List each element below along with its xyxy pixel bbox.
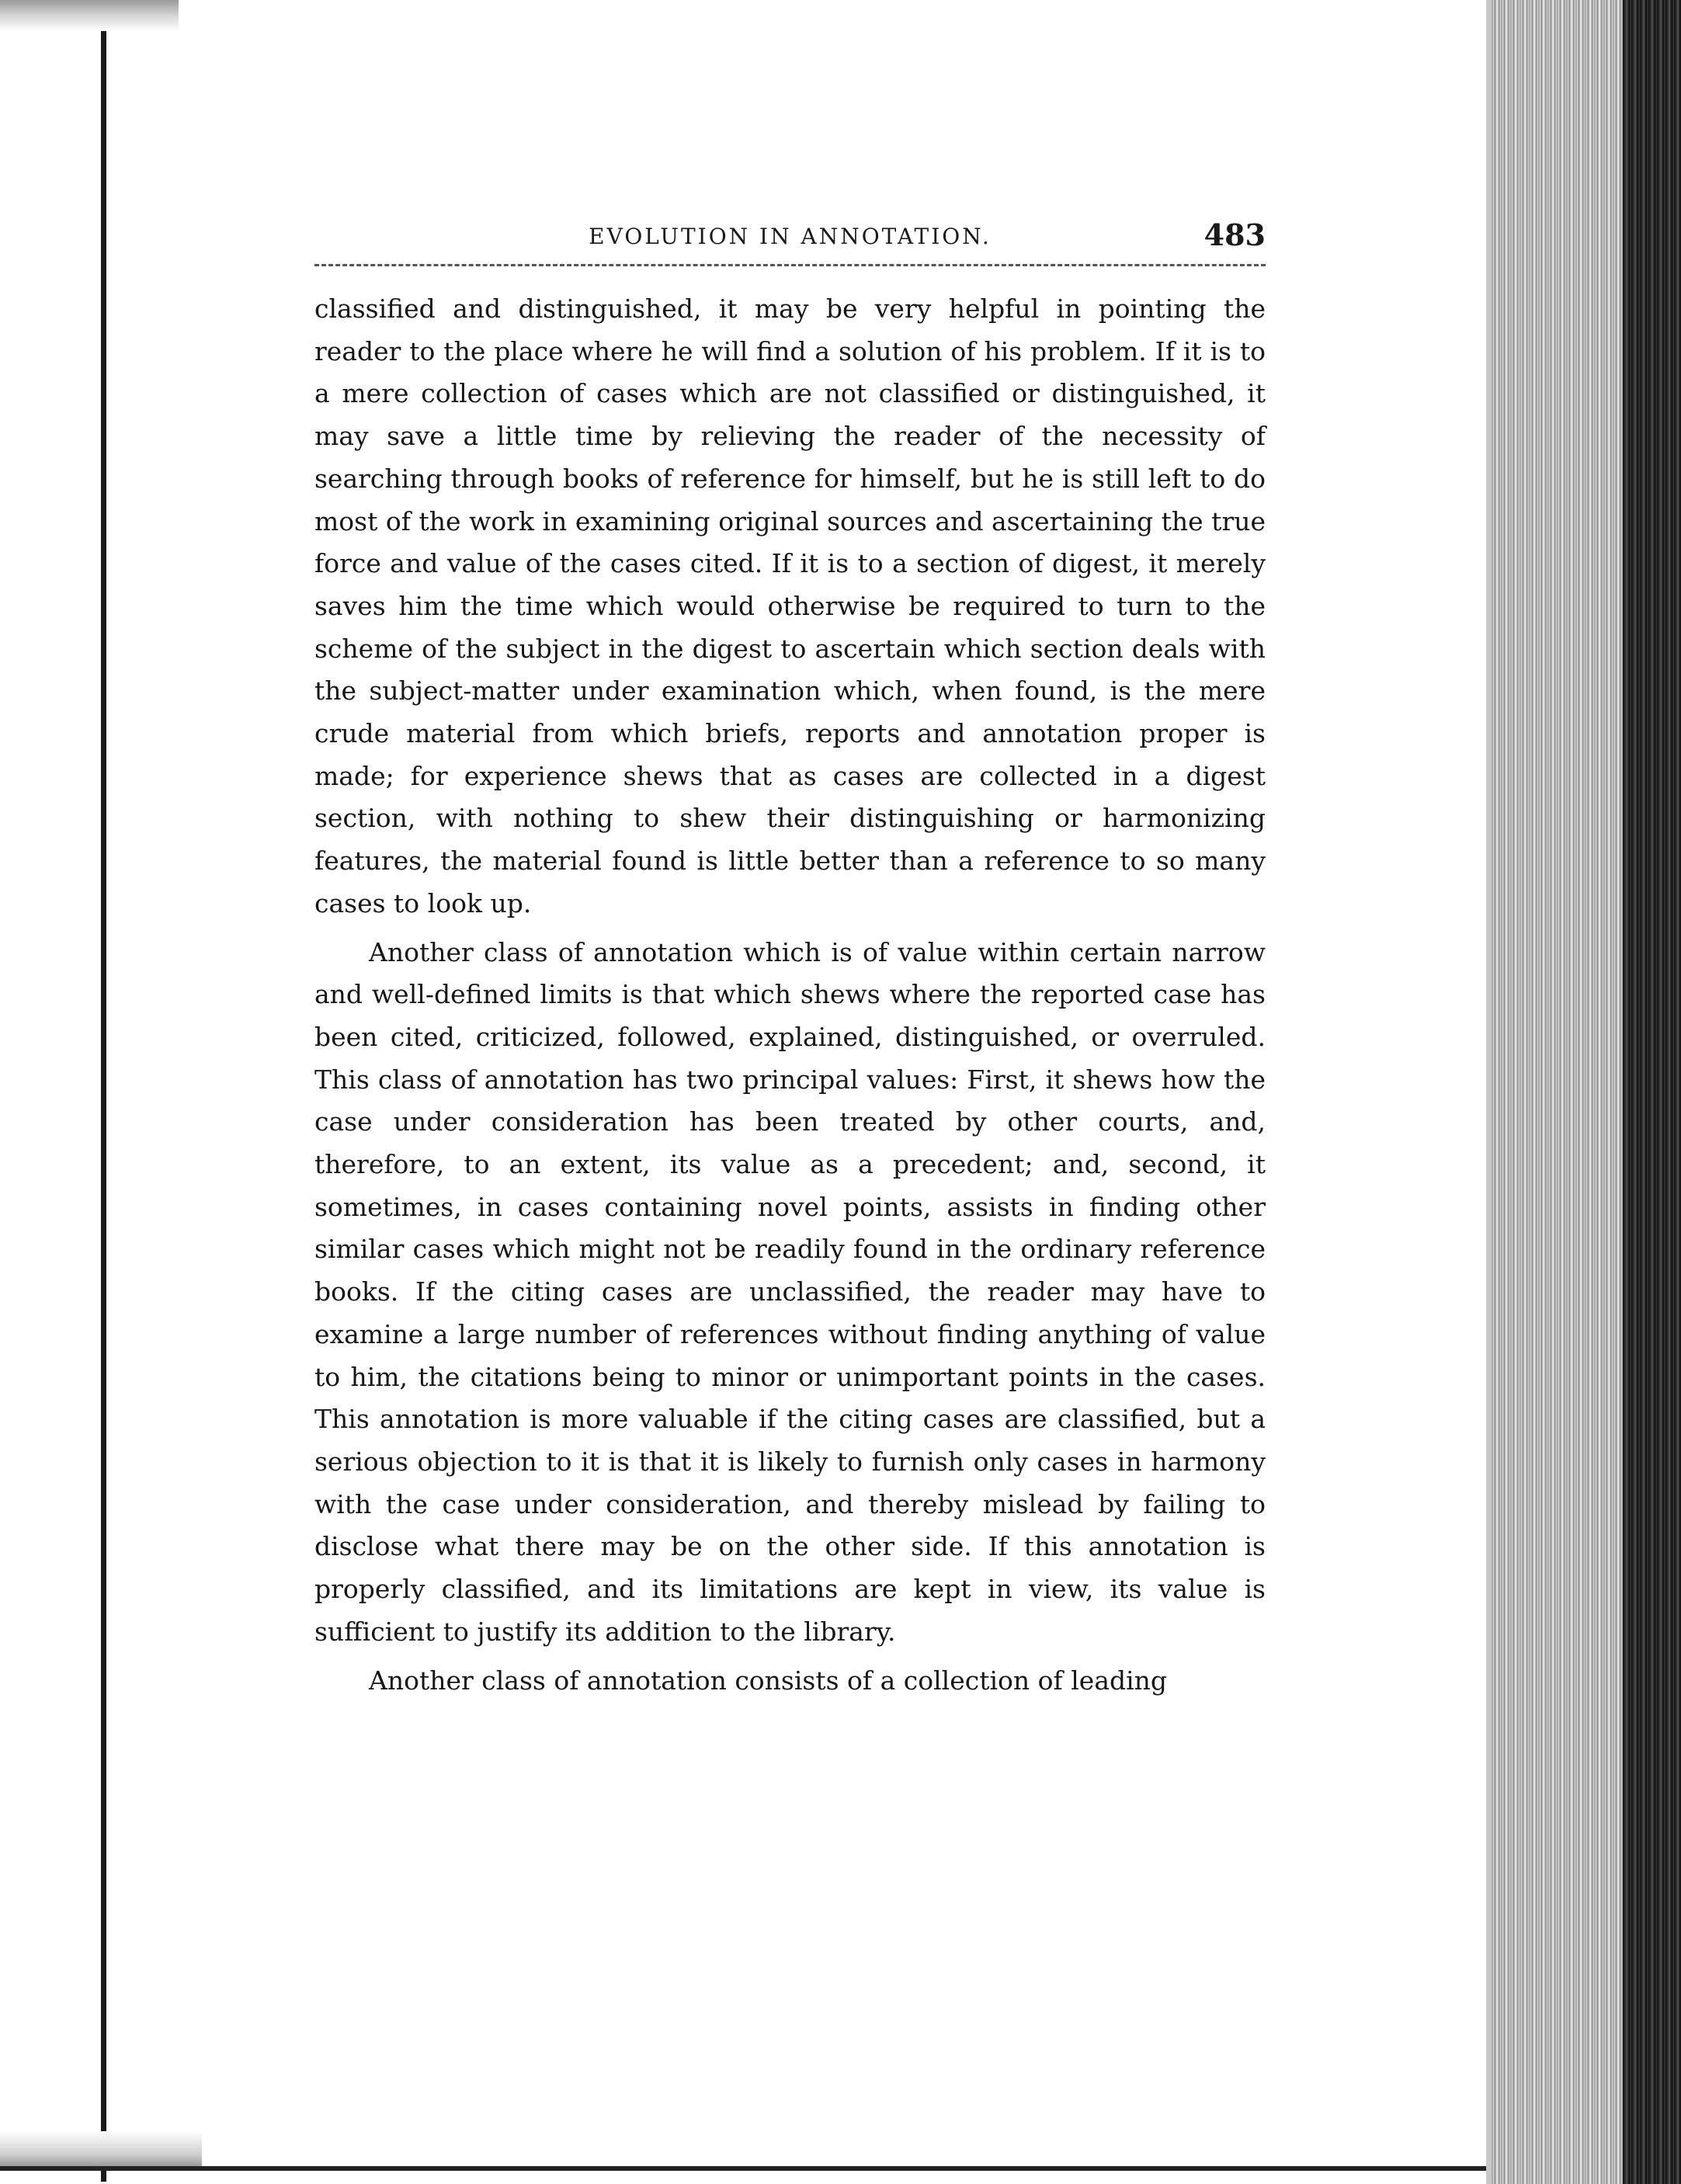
scan-bottom-corner-shadow bbox=[0, 2131, 202, 2170]
running-head bbox=[314, 217, 1266, 266]
body-text bbox=[314, 288, 1266, 1702]
paragraph-continued: classified and distinguished, it may be very helpful in pointing the reader to the place where he will find a solution of his problem. If it is to a mere collection of cases which are not classified or distinguished, it may save a little time by relieving the reader of the necessity of searching through books of reference for himself, but he is still left to do most of the work in examining original sources and ascertaining the true force and value of the cases cited. If it is to a section of digest, it merely saves him the time which would otherwise be required to turn to the scheme of the subject in the digest to ascertain which section deals with the subject-matter under examination which, when found, is the mere crude material from which briefs, reports and annotation proper is made; for experience shews that as cases are collected in a digest section, with nothing to shew their distinguishing or harmonizing features, the material found is little better than a reference to so many cases to look up. bbox=[314, 293, 1266, 918]
scan-left-page-edge bbox=[101, 31, 106, 2182]
scan-bottom-page-edge bbox=[0, 2166, 1491, 2171]
running-head-title: EVOLUTION IN ANNOTATION. bbox=[589, 224, 992, 249]
scan-top-corner-shadow bbox=[0, 0, 179, 31]
paragraph-leading-cases: Another class of annotation consists of a collection of leading bbox=[369, 1665, 1168, 1696]
paragraph-citing-annotation: Another class of annotation which is of value within certain narrow and well-defined limits is that which shews where the reported case has been cited, criticized, followed, explained, distinguished, or overruled. This class of annotation has two principal values: First, it shews how the case under consideration has been treated by other courts, and, therefore, to an extent, its value as a precedent; and, second, it sometimes, in cases containing novel points, assists in finding other similar cases which might not be readily found in the ordinary reference books. If the citing cases are unclassified, the reader may have to examine a large number of references without finding anything of value to him, the citations being to minor or unimportant points in the cases. This annotation is more valuable if the citing cases are classified, but a serious objection to it is that it is likely to furnish only cases in harmony with the case under consideration, and thereby mislead by failing to disclose what there may be on the other side. If this annotation is properly classified, and its limitations are kept in view, its value is sufficient to justify its addition to the library. bbox=[314, 936, 1266, 1647]
page-number: 483 bbox=[1203, 217, 1266, 252]
book-page bbox=[314, 217, 1266, 1702]
book-binding-shadow bbox=[1623, 0, 1681, 2184]
